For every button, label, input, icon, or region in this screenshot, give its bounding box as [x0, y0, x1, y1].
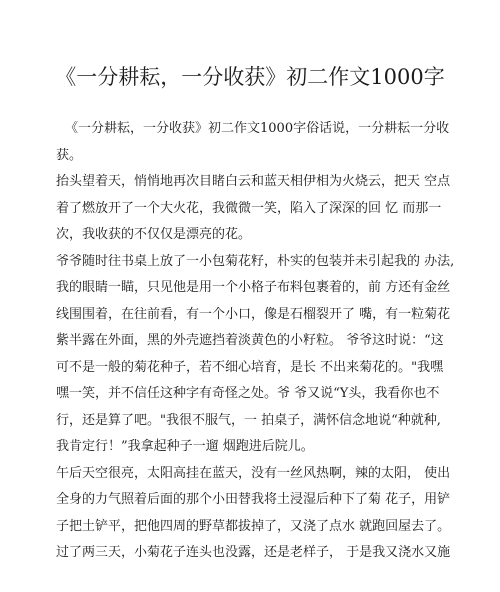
document-body [56, 116, 454, 567]
text-line: 抬头望着天，悄悄地再次目睹白云和蓝天相伊相为火烧云，把天 空点 [56, 174, 451, 189]
text-line: 线围围着，在往前看，有一个小口，像是石榴裂开了 嘴，有一粒菊花 [56, 306, 451, 322]
text-line: 子把土铲平，把他四周的野草都拔掉了，又浇了点水 就跑回屋去了。 [56, 518, 451, 534]
text-line: 《一分耕耘，一分收获》初二作文1000字俗话说，一分耕耘一分收 [65, 121, 450, 136]
text-line: 着了燃放开了一个大火花，我微微一笑，陷入了深深的回 忆 而那一 [56, 200, 442, 216]
text-line: 行，还是算了吧。"我很不服气，一 拍桌子，满怀信念地说“种就种, [56, 412, 441, 428]
text-line: 紫半露在外面，黑的外壳遮挡着淡黄色的小籽粒。 爷爷这时说：“这 [56, 333, 444, 348]
text-line: 爷爷随时往书桌上放了一小包菊花籽，朴实的包装并未引起我的 办法, [56, 253, 454, 269]
text-line: 嘿一笑，并不信任这种字有奇怪之处。爷 爷又说“Y头，我看你也不 [56, 386, 440, 401]
paragraph-2 [56, 169, 454, 249]
paragraph-3 [56, 249, 454, 461]
text-line: 过了两三天，小菊花子连头也没露，还是老样子， 于是我又浇水又施 [56, 545, 451, 560]
text-line: 我肯定行！”我拿起种子一遛 烟跑进后院儿。 [56, 439, 314, 454]
text-line: 我的眼睛一瞄，只见他是用一个小格子布料包裹着的，前 方还有金丝 [56, 280, 451, 295]
text-line: 获。 [56, 147, 83, 163]
paragraph-1 [56, 116, 454, 169]
text-line: 午后天空很亮，太阳高挂在蓝天，没有一丝风热啊，辣的太阳， 使出 [56, 465, 451, 481]
text-line: 次，我收获的不仅仅是漂亮的花。 [56, 227, 252, 242]
paragraph-4 [56, 461, 454, 567]
text-line: 可不是一般的菊花种子，若不细心培育，是长 不出来菊花的。"我嘿 [56, 359, 444, 375]
text-line: 全身的力气照着后面的那个小田替我将土浸湿后种下了菊 花子，用铲 [56, 492, 451, 507]
document-title: 《一分耕耘，一分收获》初二作文1000字 [55, 65, 445, 89]
